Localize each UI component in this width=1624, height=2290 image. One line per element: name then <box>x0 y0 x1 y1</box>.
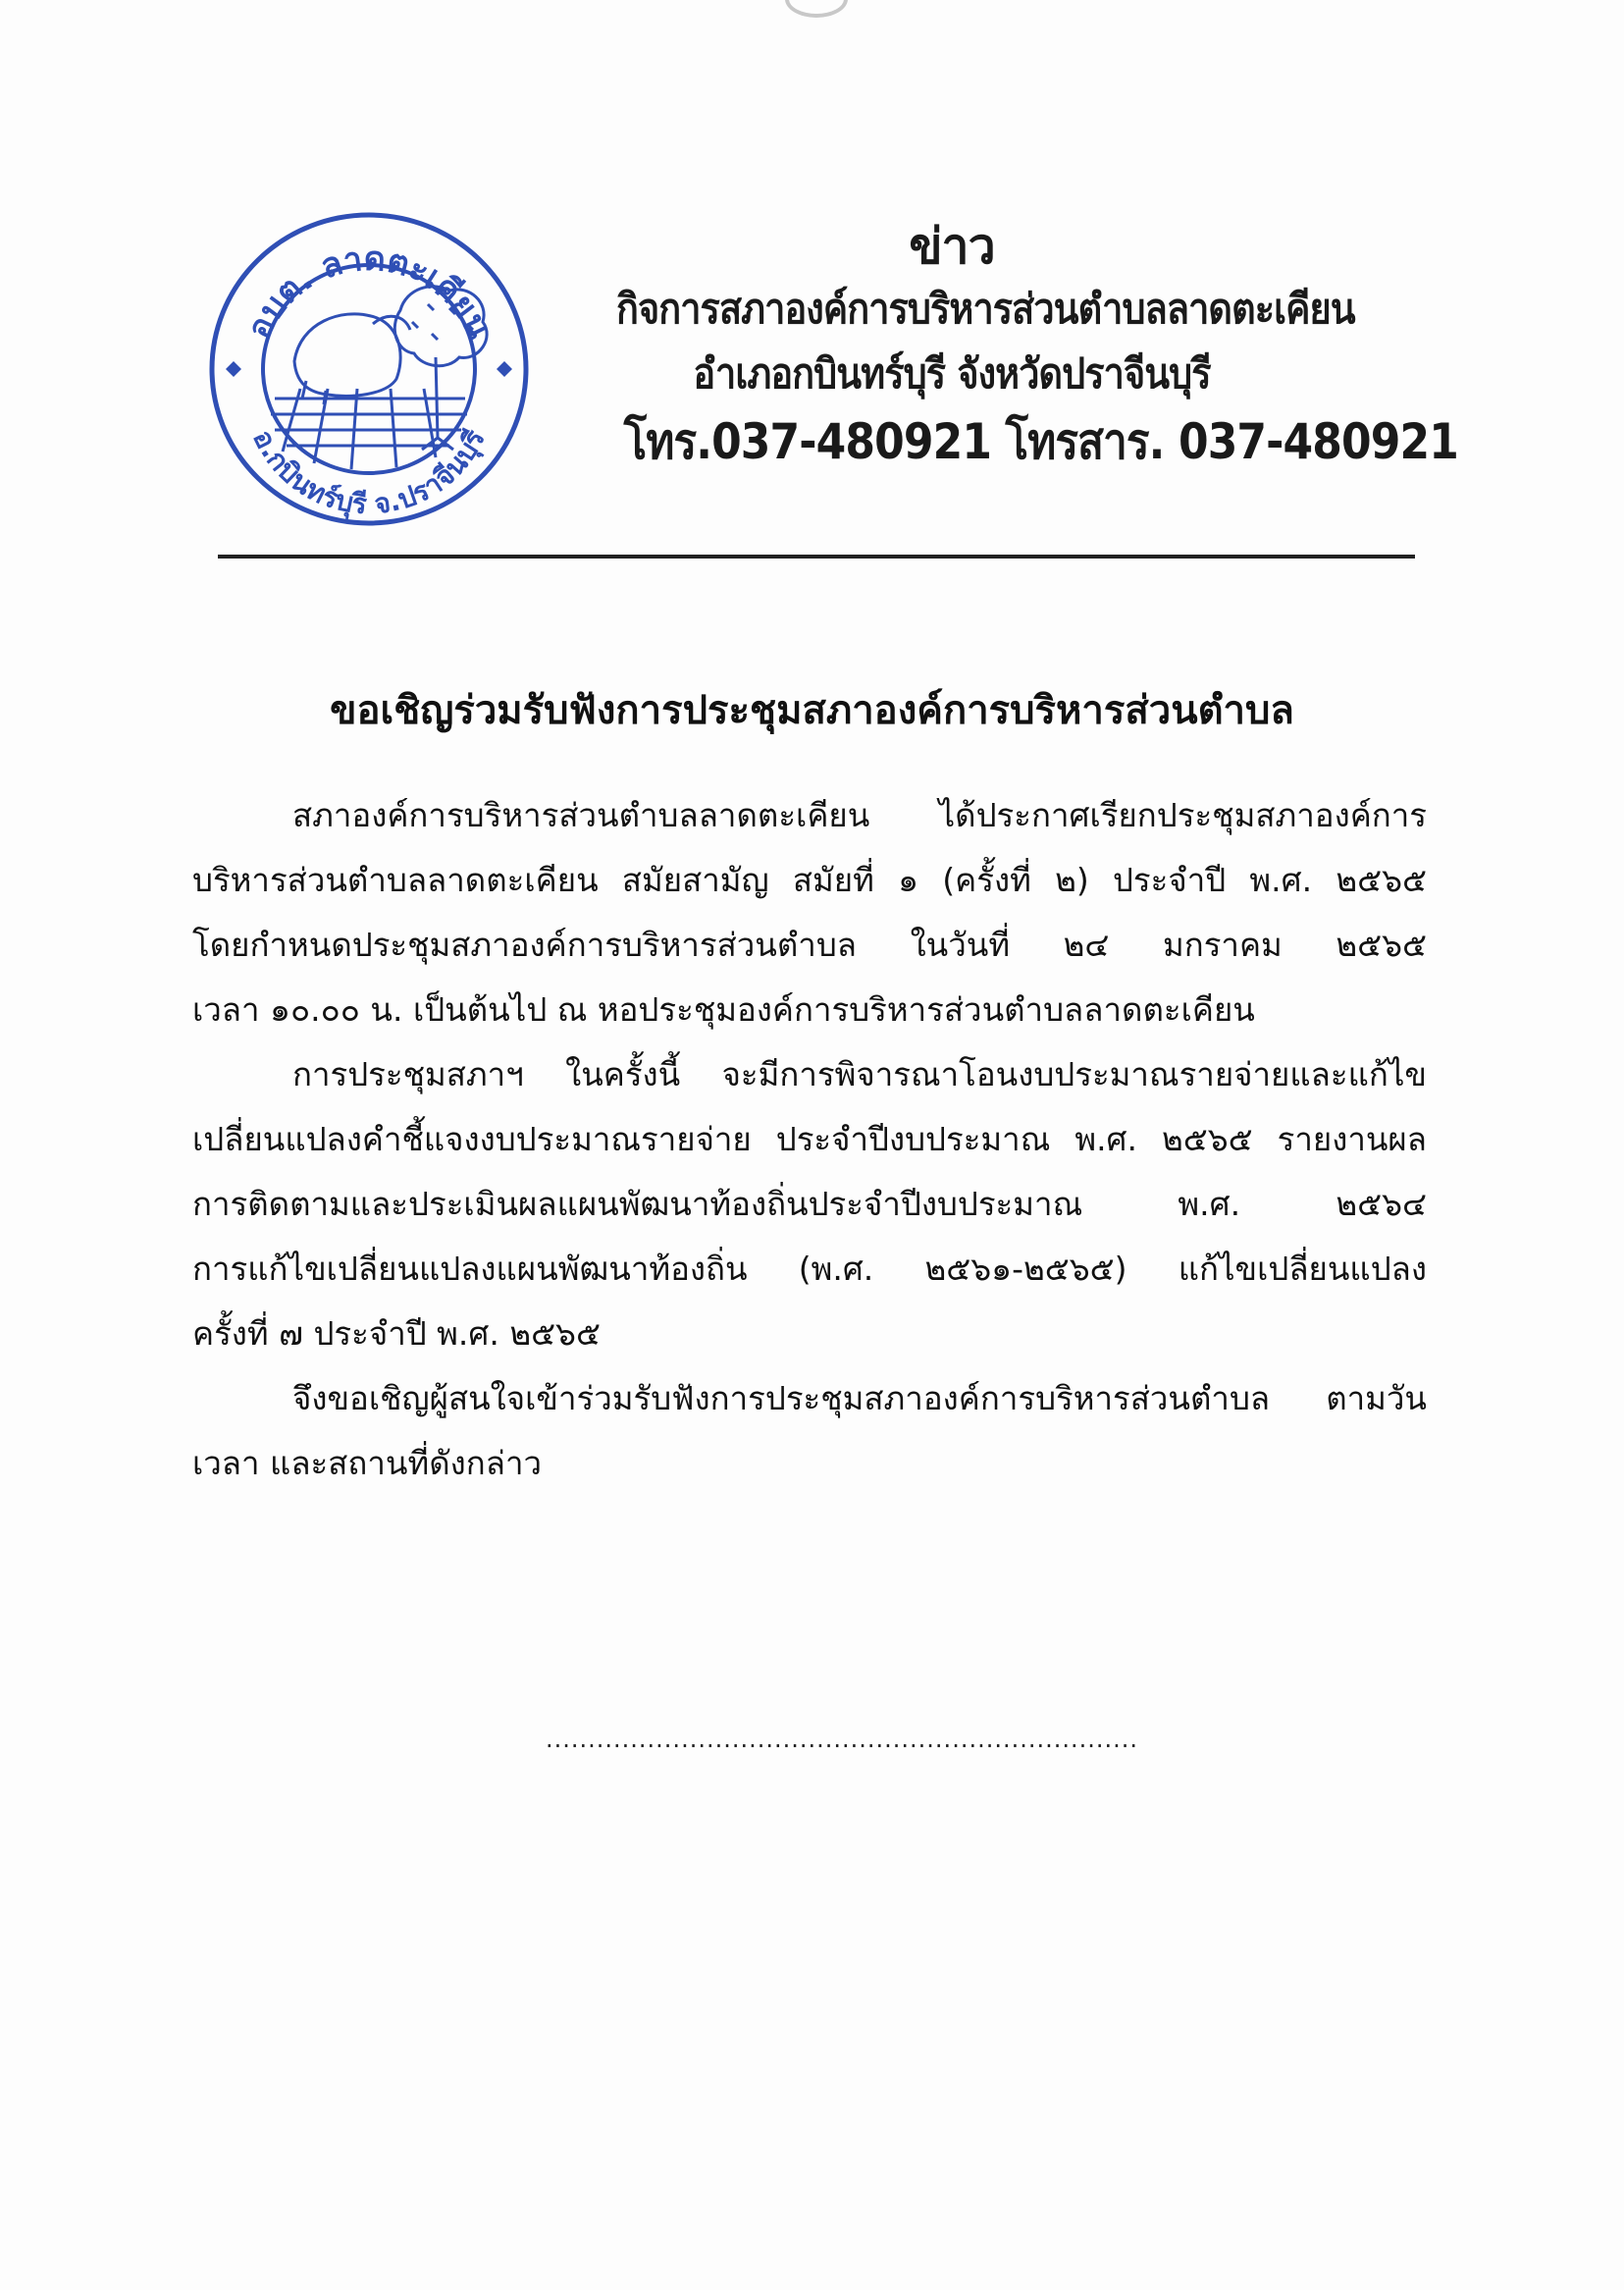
letterhead-district: อำเภอกบินทร์บุรี จังหวัดปราจีนบุรี <box>693 349 1211 398</box>
paragraph-1-line-3: โดยกำหนดประชุมสภาองค์การบริหารส่วนตำบล ในวันที่ ๒๔ มกราคม ๒๕๖๕ <box>192 926 1427 964</box>
paragraph-2-line-3: การติดตามและประเมินผลแผนพัฒนาท้องถิ่นประจำปีงบประมาณ พ.ศ. ๒๕๖๔ <box>192 1185 1427 1223</box>
paragraph-2-line-4: การแก้ไขเปลี่ยนแปลงแผนพัฒนาท้องถิ่น (พ.ศ. ๒๕๖๑-๒๕๖๕) แก้ไขเปลี่ยนแปลง <box>192 1250 1427 1288</box>
paragraph-3-line-2: เวลา และสถานที่ดังกล่าว <box>192 1444 543 1482</box>
letterhead-news-label: ข่าว <box>909 218 995 275</box>
signature-dotted-line: ...................................................................... <box>546 1726 1139 1753</box>
paragraph-1-line-4: เวลา ๑๐.๐๐ น. เป็นต้นไป ณ หอประชุมองค์การบริหารส่วนตำบลลาดตะเคียน <box>192 990 1255 1029</box>
document-title: ขอเชิญร่วมรับฟังการประชุมสภาองค์การบริหารส่วนตำบล <box>330 688 1294 733</box>
paragraph-2-line-2: เปลี่ยนแปลงคำชี้แจงงบประมาณรายจ่าย ประจำปีงบประมาณ พ.ศ. ๒๕๖๕ รายงานผล <box>192 1120 1427 1158</box>
document-body <box>192 783 1427 1496</box>
punch-hole-mark <box>785 0 848 18</box>
letterhead <box>579 216 1458 477</box>
seal-emblem-icon <box>204 206 534 532</box>
paragraph-1-line-1: สภาองค์การบริหารส่วนตำบลลาดตะเคียน ได้ประกาศเรียกประชุมสภาองค์การ <box>292 796 1427 834</box>
paragraph-2-line-5: ครั้งที่ ๗ ประจำปี พ.ศ. ๒๕๖๕ <box>192 1314 601 1353</box>
letterhead-organization: กิจการสภาองค์การบริหารส่วนตำบลลาดตะเคียน <box>616 285 1355 333</box>
header-divider <box>218 555 1415 559</box>
organization-seal <box>204 206 534 532</box>
svg-text:อ.กบินทร์บุรี จ.ปราจีนบุรี: อ.กบินทร์บุรี จ.ปราจีนบุรี <box>246 424 492 521</box>
svg-text:อบต. ลาดตะเคียน: อบต. ลาดตะเคียน <box>239 239 498 346</box>
paragraph-1-line-2: บริหารส่วนตำบลลาดตะเคียน สมัยสามัญ สมัยที่ ๑ (ครั้งที่ ๒) ประจำปี พ.ศ. ๒๕๖๕ <box>192 861 1427 899</box>
paragraph-3-line-1: จึงขอเชิญผู้สนใจเข้าร่วมรับฟังการประชุมสภาองค์การบริหารส่วนตำบล ตามวัน <box>292 1379 1427 1417</box>
paragraph-2-line-1: การประชุมสภาฯ ในครั้งนี้ จะมีการพิจารณาโอนงบประมาณรายจ่ายและแก้ไข <box>292 1055 1427 1093</box>
letterhead-phone: โทร.037-480921 โทรสาร. 037-480921 <box>623 413 1458 470</box>
